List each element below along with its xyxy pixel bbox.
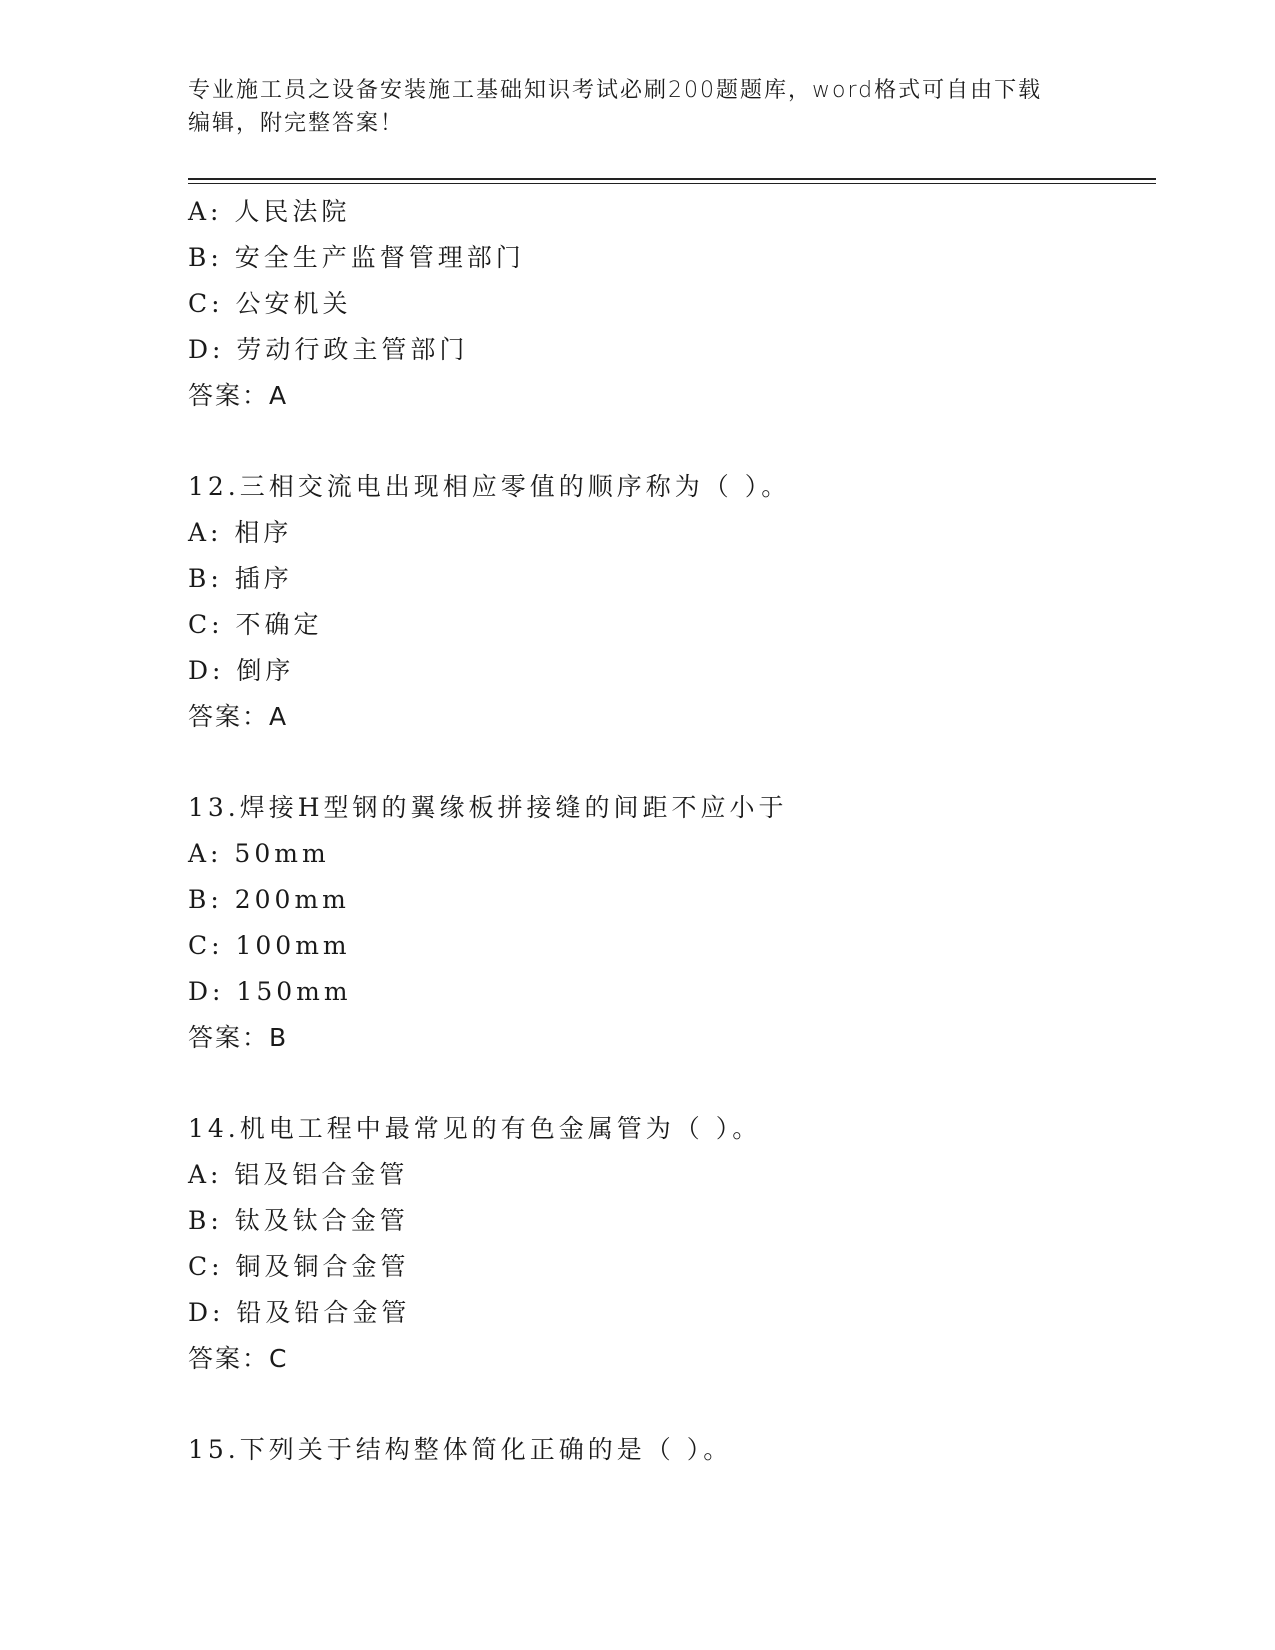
question-stem: 15.下列关于结构整体简化正确的是（ ）。 [188, 1435, 733, 1464]
question-block [188, 1427, 1156, 1473]
option-d: D: 铅及铅合金管 [188, 1298, 411, 1327]
option-c: C: 公安机关 [188, 289, 352, 318]
option-a: A: 50mm [188, 839, 330, 868]
answer-line: 答案：C [188, 1344, 289, 1373]
question-stem: 12.三相交流电出现相应零值的顺序称为（ ）。 [188, 472, 791, 501]
option-b: B: 钛及钛合金管 [188, 1206, 409, 1235]
option-b: B: 插序 [188, 564, 293, 593]
option-c: C: 铜及铜合金管 [188, 1252, 410, 1281]
question-block [188, 189, 1156, 419]
document-header [188, 74, 1088, 140]
question-stem: 13.焊接H型钢的翼缘板拼接缝的间距不应小于 [188, 793, 788, 822]
answer-line: 答案：B [188, 1023, 289, 1052]
option-d: D: 劳动行政主管部门 [188, 335, 469, 364]
option-a: A: 相序 [188, 518, 293, 547]
option-a: A: 人民法院 [188, 197, 351, 226]
header-divider-thick [188, 178, 1156, 180]
header-divider-thin [188, 183, 1156, 184]
answer-line: 答案：A [188, 702, 289, 731]
question-block [188, 464, 1156, 740]
question-list [188, 189, 1156, 1473]
header-title-line-1: 专业施工员之设备安装施工基础知识考试必刷200题题库，word格式可自由下载 [188, 78, 1043, 103]
answer-line: 答案：A [188, 381, 289, 410]
option-d: D: 倒序 [188, 656, 295, 685]
option-b: B: 安全生产监督管理部门 [188, 243, 525, 272]
option-d: D: 150mm [188, 977, 352, 1006]
option-c: C: 100mm [188, 931, 351, 960]
question-stem: 14.机电工程中最常见的有色金属管为（ ）。 [188, 1114, 762, 1143]
header-title-line-2: 编辑，附完整答案！ [188, 111, 405, 136]
option-a: A: 铝及铝合金管 [188, 1160, 409, 1189]
question-block [188, 1106, 1156, 1382]
option-c: C: 不确定 [188, 610, 323, 639]
option-b: B: 200mm [188, 885, 350, 914]
question-block [188, 785, 1156, 1061]
